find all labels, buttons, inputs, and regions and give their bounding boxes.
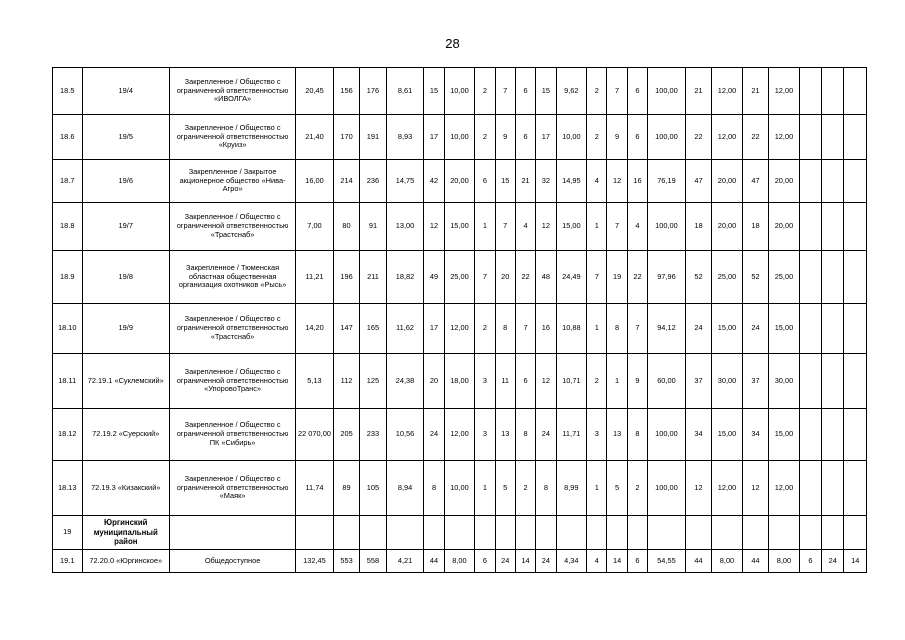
table-cell: 14,75 (386, 160, 424, 203)
table-cell: 8,94 (386, 461, 424, 516)
table-cell (844, 160, 867, 203)
table-cell: 18.7 (53, 160, 83, 203)
table-cell: 8 (515, 409, 535, 461)
table-cell: 18.13 (53, 461, 83, 516)
table-cell (495, 516, 515, 550)
table-cell: 236 (360, 160, 386, 203)
table-cell: 20,00 (712, 203, 743, 251)
table-cell: 11 (495, 354, 515, 409)
table-cell: 558 (360, 550, 386, 573)
table-row (53, 409, 867, 461)
table-row (53, 203, 867, 251)
table-cell: 196 (333, 251, 359, 304)
table-cell (844, 203, 867, 251)
table-cell: 11,21 (296, 251, 334, 304)
table-cell: 14,20 (296, 304, 334, 354)
table-cell (844, 409, 867, 461)
table-cell: 125 (360, 354, 386, 409)
table-cell: 24 (495, 550, 515, 573)
table-cell (170, 516, 296, 550)
table-cell: 100,00 (648, 68, 686, 115)
table-cell: 19/9 (82, 304, 170, 354)
table-cell (822, 68, 844, 115)
table-cell: 205 (333, 409, 359, 461)
table-cell: 18,00 (444, 354, 475, 409)
table-cell: 10,00 (444, 461, 475, 516)
table-cell: 8 (627, 409, 647, 461)
table-cell: 8,93 (386, 115, 424, 160)
table-cell: 12 (536, 203, 556, 251)
table-cell: 1 (587, 203, 607, 251)
table-cell: 30,00 (769, 354, 800, 409)
table-cell: 16,00 (296, 160, 334, 203)
table-cell: 6 (515, 68, 535, 115)
table-cell: 15,00 (444, 203, 475, 251)
table-cell: 19/4 (82, 68, 170, 115)
table-cell (799, 304, 821, 354)
table-cell: 72.19.3 «Кизакский» (82, 461, 170, 516)
table-cell: 44 (424, 550, 444, 573)
table-cell: 22 070,00 (296, 409, 334, 461)
table-cell: 2 (475, 115, 495, 160)
table-cell: 21,40 (296, 115, 334, 160)
table-cell: 18.12 (53, 409, 83, 461)
table-cell: 100,00 (648, 461, 686, 516)
table-cell: Закрепленное / Общество с ограниченной ответственностью «Маяк» (170, 461, 296, 516)
table-cell: 3 (475, 354, 495, 409)
table-cell: 1 (475, 461, 495, 516)
table-cell: 42 (424, 160, 444, 203)
table-cell (333, 516, 359, 550)
table-cell: 72.19.2 «Суерский» (82, 409, 170, 461)
table-cell (799, 251, 821, 304)
table-cell: 80 (333, 203, 359, 251)
table-cell: 54,55 (648, 550, 686, 573)
table-cell: 18.10 (53, 304, 83, 354)
table-cell: 6 (475, 160, 495, 203)
table-cell (556, 516, 587, 550)
table-cell: 13,00 (386, 203, 424, 251)
table-cell: 10,71 (556, 354, 587, 409)
table-cell: 12 (536, 354, 556, 409)
table-cell: 22 (685, 115, 711, 160)
table-cell: 191 (360, 115, 386, 160)
table-cell: Закрепленное / Тюменская областная общественная организация охотников «Рысь» (170, 251, 296, 304)
table-cell: 25,00 (712, 251, 743, 304)
table-cell: 12 (742, 461, 768, 516)
table-cell: 44 (685, 550, 711, 573)
table-cell: 24 (822, 550, 844, 573)
table-cell: 214 (333, 160, 359, 203)
table-cell (799, 203, 821, 251)
table-cell: 16 (536, 304, 556, 354)
table-cell: 9 (627, 354, 647, 409)
table-cell: 52 (685, 251, 711, 304)
table-cell: 156 (333, 68, 359, 115)
table-cell: 15,00 (769, 409, 800, 461)
table-cell: 11,62 (386, 304, 424, 354)
table-cell: 5 (607, 461, 627, 516)
table-cell: 48 (536, 251, 556, 304)
table-cell: 176 (360, 68, 386, 115)
table-cell (822, 461, 844, 516)
table-cell: 170 (333, 115, 359, 160)
table-cell: 6 (627, 68, 647, 115)
table-cell (799, 409, 821, 461)
table-cell: 18 (742, 203, 768, 251)
table-cell: 14 (844, 550, 867, 573)
table-cell: 2 (475, 68, 495, 115)
table-cell: 1 (587, 304, 607, 354)
table-cell: 12,00 (712, 115, 743, 160)
table-cell: 10,88 (556, 304, 587, 354)
table-cell: 7,00 (296, 203, 334, 251)
table-cell: 19/6 (82, 160, 170, 203)
table-cell: 24,49 (556, 251, 587, 304)
table-cell: 94,12 (648, 304, 686, 354)
table-row (53, 160, 867, 203)
table-cell (844, 354, 867, 409)
table-cell: 18.5 (53, 68, 83, 115)
table-cell: 7 (587, 251, 607, 304)
table-cell: 15 (424, 68, 444, 115)
table-cell: 12,00 (444, 409, 475, 461)
table-cell: 22 (742, 115, 768, 160)
table-cell: 8,99 (556, 461, 587, 516)
table-cell: 112 (333, 354, 359, 409)
table-row (53, 304, 867, 354)
table-cell: 6 (627, 550, 647, 573)
table-cell: 4,34 (556, 550, 587, 573)
table-cell (799, 354, 821, 409)
table-cell: 13 (495, 409, 515, 461)
table-cell (822, 115, 844, 160)
table-cell: 17 (424, 304, 444, 354)
table-cell (769, 516, 800, 550)
table-cell: 91 (360, 203, 386, 251)
table-cell: 1 (587, 461, 607, 516)
table-cell: 8 (424, 461, 444, 516)
table-cell: 37 (742, 354, 768, 409)
table-cell: 2 (587, 115, 607, 160)
table-cell: 21 (515, 160, 535, 203)
table-cell: 14,95 (556, 160, 587, 203)
table-cell: 18.9 (53, 251, 83, 304)
table-cell: 8,00 (712, 550, 743, 573)
table-cell: 16 (627, 160, 647, 203)
table-cell: Общедоступное (170, 550, 296, 573)
table-cell (648, 516, 686, 550)
table-cell: 20,45 (296, 68, 334, 115)
table-cell: 14 (515, 550, 535, 573)
table-cell: 52 (742, 251, 768, 304)
table-cell: 15,00 (556, 203, 587, 251)
table-cell: 7 (515, 304, 535, 354)
table-cell (799, 115, 821, 160)
table-cell: 47 (685, 160, 711, 203)
table-cell (799, 461, 821, 516)
table-cell: 60,00 (648, 354, 686, 409)
table-cell: 17 (424, 115, 444, 160)
table-cell (444, 516, 475, 550)
table-cell (799, 516, 821, 550)
table-cell: 12 (424, 203, 444, 251)
table-row (53, 115, 867, 160)
table-cell: 22 (515, 251, 535, 304)
table-cell: 32 (536, 160, 556, 203)
table-cell: 12,00 (769, 115, 800, 160)
table-cell: 12 (607, 160, 627, 203)
table-cell: 34 (685, 409, 711, 461)
table-cell (536, 516, 556, 550)
table-cell (822, 516, 844, 550)
page-number: 28 (445, 36, 460, 51)
table-cell: 132,45 (296, 550, 334, 573)
table-cell: 18,82 (386, 251, 424, 304)
table-cell: 24 (536, 409, 556, 461)
table-cell: 2 (627, 461, 647, 516)
table-cell: 47 (742, 160, 768, 203)
table-cell: 37 (685, 354, 711, 409)
table-cell: 211 (360, 251, 386, 304)
table-cell (799, 160, 821, 203)
table-cell: 7 (495, 68, 515, 115)
table-cell: 19 (607, 251, 627, 304)
table-cell: Закрепленное / Закрытое акционерное общество «Нива-Агро» (170, 160, 296, 203)
table-cell: 25,00 (769, 251, 800, 304)
table-cell: 44 (742, 550, 768, 573)
table-cell: Закрепленное / Общество с ограниченной ответственностью «Трастснаб» (170, 304, 296, 354)
hunting-grounds-table (52, 67, 867, 573)
table-cell: 18.6 (53, 115, 83, 160)
table-cell: 19/5 (82, 115, 170, 160)
table-cell: 11,71 (556, 409, 587, 461)
table-cell: 15,00 (712, 304, 743, 354)
table-cell: 4 (515, 203, 535, 251)
table-cell: 17 (536, 115, 556, 160)
table-cell (685, 516, 711, 550)
table-cell: 18.11 (53, 354, 83, 409)
table-cell (822, 203, 844, 251)
table-cell: 10,00 (556, 115, 587, 160)
table-cell: 89 (333, 461, 359, 516)
table-cell: 10,00 (444, 115, 475, 160)
table-row (53, 354, 867, 409)
table-cell: 15,00 (712, 409, 743, 461)
table-cell: 147 (333, 304, 359, 354)
table-cell: 165 (360, 304, 386, 354)
table-cell: 24 (424, 409, 444, 461)
table-cell: 19 (53, 516, 83, 550)
table-cell: 34 (742, 409, 768, 461)
table-cell: 12,00 (769, 68, 800, 115)
table-cell: 24,38 (386, 354, 424, 409)
table-cell: 72.19.1 «Суклемский» (82, 354, 170, 409)
table-cell: 9 (495, 115, 515, 160)
table-cell (844, 251, 867, 304)
table-cell: 12,00 (712, 461, 743, 516)
table-cell: 6 (627, 115, 647, 160)
table-row (53, 516, 867, 550)
table-cell (844, 516, 867, 550)
table-cell: 10,00 (444, 68, 475, 115)
table-cell: 76,19 (648, 160, 686, 203)
table-cell (822, 251, 844, 304)
table-cell: 3 (475, 409, 495, 461)
table-row (53, 461, 867, 516)
table-cell (424, 516, 444, 550)
table-cell: 25,00 (444, 251, 475, 304)
table-cell (822, 304, 844, 354)
table-cell (844, 304, 867, 354)
table-cell: 24 (536, 550, 556, 573)
table-cell: Закрепленное / Общество с ограниченной ответственностью «Трастснаб» (170, 203, 296, 251)
table-cell: 8,61 (386, 68, 424, 115)
table-cell: 2 (475, 304, 495, 354)
table-cell: 8 (607, 304, 627, 354)
table-cell: 12,00 (712, 68, 743, 115)
table-cell (822, 409, 844, 461)
table-cell (475, 516, 495, 550)
table-cell: 7 (627, 304, 647, 354)
table-cell: 7 (495, 203, 515, 251)
table-cell: 14 (607, 550, 627, 573)
table-cell (386, 516, 424, 550)
table-cell: 20,00 (712, 160, 743, 203)
table-cell (844, 115, 867, 160)
table-cell: 12,00 (444, 304, 475, 354)
table-cell: Закрепленное / Общество с ограниченной ответственностью ПК «Сибирь» (170, 409, 296, 461)
table-row (53, 68, 867, 115)
table-cell: 100,00 (648, 203, 686, 251)
table-cell (360, 516, 386, 550)
table-cell (799, 68, 821, 115)
table-cell: 24 (685, 304, 711, 354)
table-cell: 20 (495, 251, 515, 304)
table-cell: 8 (495, 304, 515, 354)
table-cell: Юргинский муниципальный район (82, 516, 170, 550)
table-cell: 233 (360, 409, 386, 461)
table-cell: 5,13 (296, 354, 334, 409)
table-cell: 97,96 (648, 251, 686, 304)
table-cell (844, 68, 867, 115)
table-cell: 7 (607, 203, 627, 251)
table-cell: 4 (627, 203, 647, 251)
table-cell: 20,00 (444, 160, 475, 203)
table-cell: 22 (627, 251, 647, 304)
table-cell (822, 160, 844, 203)
table-cell: 6 (799, 550, 821, 573)
table-cell: 6 (515, 115, 535, 160)
table-cell: Закрепленное / Общество с ограниченной ответственностью «Круиз» (170, 115, 296, 160)
table-cell: 18.8 (53, 203, 83, 251)
table-cell (627, 516, 647, 550)
table-cell: 18 (685, 203, 711, 251)
table-row (53, 550, 867, 573)
table-cell: 15 (495, 160, 515, 203)
table-cell: 10,56 (386, 409, 424, 461)
table-cell: 21 (685, 68, 711, 115)
table-cell: 49 (424, 251, 444, 304)
table-cell: 30,00 (712, 354, 743, 409)
table-cell: 6 (475, 550, 495, 573)
table-cell: 20,00 (769, 203, 800, 251)
table-cell (587, 516, 607, 550)
table-cell: 15,00 (769, 304, 800, 354)
table-cell (607, 516, 627, 550)
table-cell: Закрепленное / Общество с ограниченной ответственностью «ИВОЛГА» (170, 68, 296, 115)
table-cell: 20,00 (769, 160, 800, 203)
table-cell: 9,62 (556, 68, 587, 115)
table-cell (712, 516, 743, 550)
table-cell: 3 (587, 409, 607, 461)
table-cell: 21 (742, 68, 768, 115)
table-cell (515, 516, 535, 550)
table-cell: 8 (536, 461, 556, 516)
table-cell: 4 (587, 160, 607, 203)
table-cell: 8,00 (769, 550, 800, 573)
table-cell: 100,00 (648, 115, 686, 160)
table-cell: 72.20.0 «Юргинское» (82, 550, 170, 573)
table-cell: 19/8 (82, 251, 170, 304)
table-cell: 9 (607, 115, 627, 160)
table-cell: 2 (515, 461, 535, 516)
table-cell: 1 (475, 203, 495, 251)
table-cell: 20 (424, 354, 444, 409)
table-cell: 15 (536, 68, 556, 115)
table-cell: 4,21 (386, 550, 424, 573)
table-cell: 2 (587, 68, 607, 115)
table-cell (296, 516, 334, 550)
table-cell: 5 (495, 461, 515, 516)
table-cell (844, 461, 867, 516)
table-cell: 2 (587, 354, 607, 409)
table-cell: 553 (333, 550, 359, 573)
table-cell: 12,00 (769, 461, 800, 516)
table-cell: 6 (515, 354, 535, 409)
table-cell: 13 (607, 409, 627, 461)
table-cell: Закрепленное / Общество с ограниченной ответственностью «УпоровоТранс» (170, 354, 296, 409)
table-cell: 19.1 (53, 550, 83, 573)
table-cell: 105 (360, 461, 386, 516)
table-cell: 12 (685, 461, 711, 516)
table-cell (742, 516, 768, 550)
table-cell (822, 354, 844, 409)
table-cell: 4 (587, 550, 607, 573)
table-row (53, 251, 867, 304)
table-cell: 7 (607, 68, 627, 115)
table-cell: 8,00 (444, 550, 475, 573)
table-cell: 1 (607, 354, 627, 409)
table-cell: 100,00 (648, 409, 686, 461)
table-cell: 24 (742, 304, 768, 354)
table-cell: 11,74 (296, 461, 334, 516)
table-cell: 19/7 (82, 203, 170, 251)
table-cell: 7 (475, 251, 495, 304)
